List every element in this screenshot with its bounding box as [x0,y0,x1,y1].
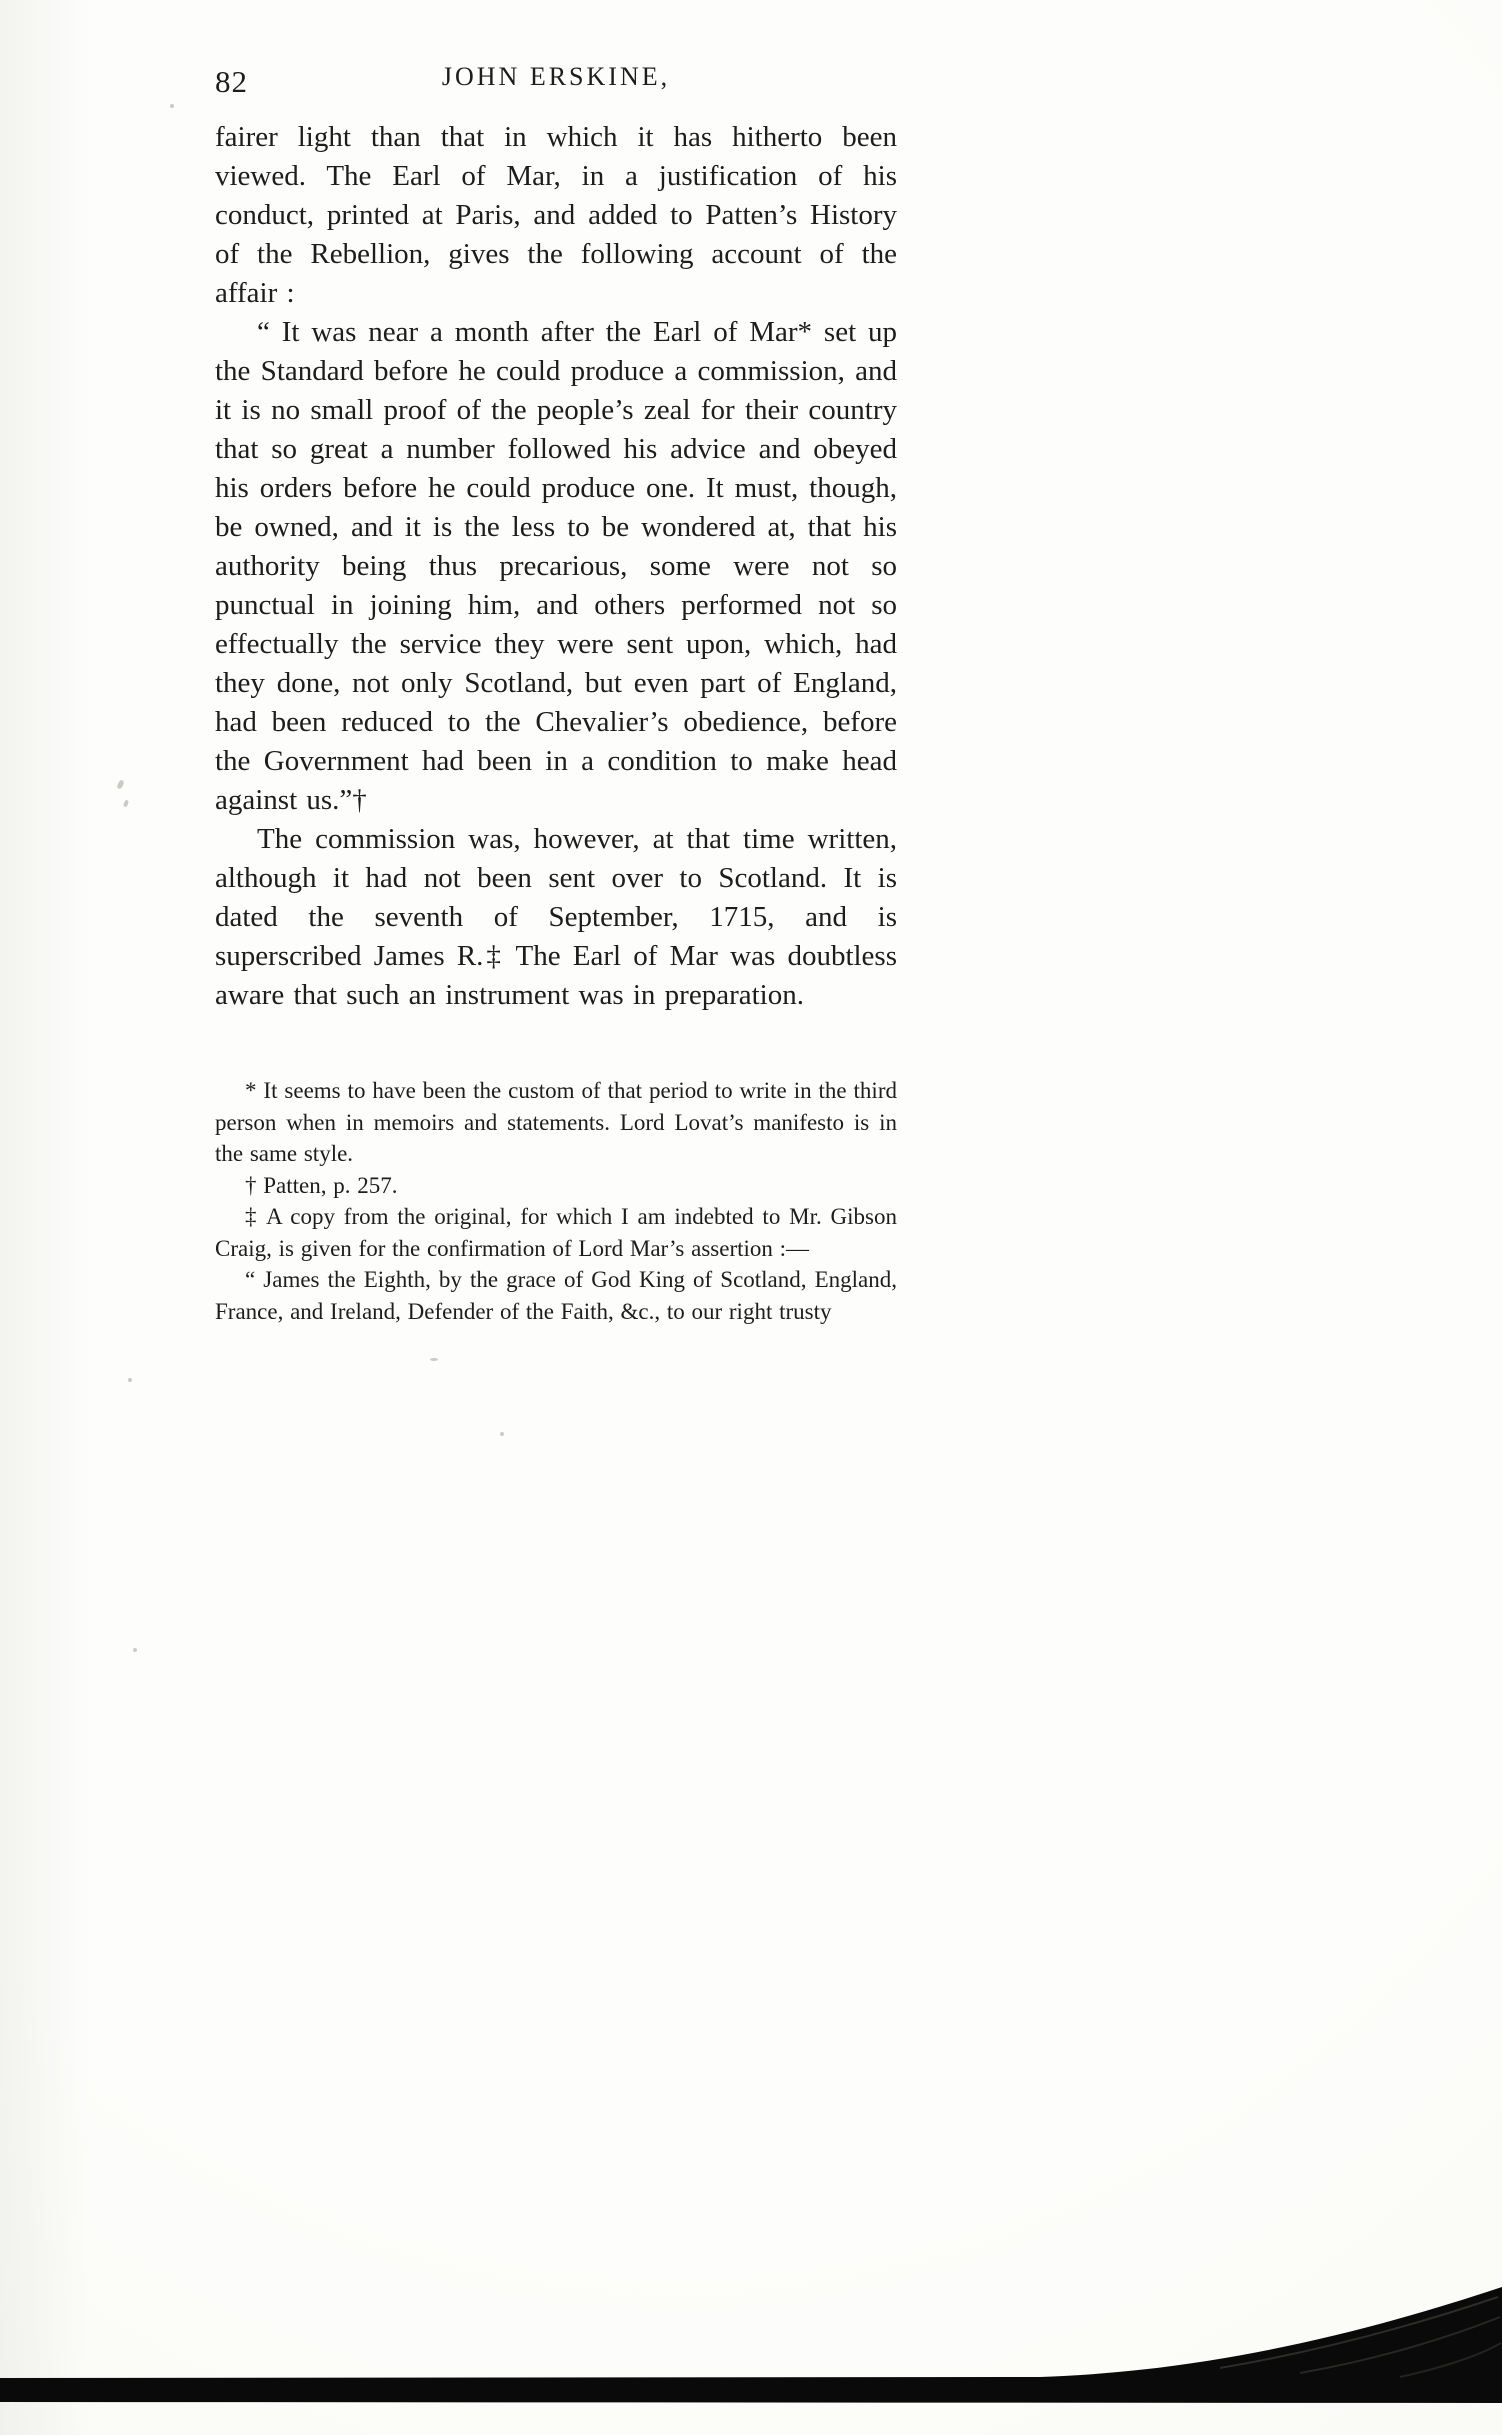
paragraph: The commission was, however, at that time written, although it had not been sent over to Scotland. It is dated the seventh of September, 1715, and is superscribed James R.‡ The Earl of Mar was doubtless aware that such an instrument was in preparation. [215,823,897,1011]
footnotes-section [215,1075,897,1327]
footnote-quotation: “ James the Eighth, by the grace of God King of Scotland, England, France, and Ireland, Defender of the Faith, &c., to our right trusty [215,1267,897,1324]
scan-speck [116,779,124,789]
paragraph: fairer light than that in which it has hitherto been viewed. The Earl of Mar, in a justification of his conduct, printed at Paris, and added to Patten’s History of the Rebellion, gives the following account of the affair : [215,121,897,309]
scan-speck [500,1432,504,1436]
running-header: JOHN ERSKINE, [441,62,671,91]
paragraph: “ It was near a month after the Earl of Mar* set up the Standard before he could produce a commission, and it is no small proof of the people’s zeal for their country that so great a number followed his advice and obeyed his orders before he could produce one. It must, though, be owned, and it is the less to be wondered at, that his authority being thus precarious, some were not so punctual in joining him, and others performed not so effectually the service they were sent upon, which, had they done, not only Scotland, but even part of England, had been reduced to the Chevalier’s obedience, before the Government had been in a condition to make head against us.”† [215,316,897,816]
scan-gutter-shading [0,0,90,2435]
scan-speck [170,104,174,108]
scan-speck [128,1378,132,1382]
footnote-asterisk: * It seems to have been the custom of that period to write in the third person when in memoirs and statements. Lord Lovat’s manifesto is in the same style. [215,1078,897,1166]
scan-shadow-artifact [0,2265,1502,2435]
body-text-block [215,118,897,1327]
page-header [215,62,897,99]
footnote-double-dagger: ‡ A copy from the original, for which I am indebted to Mr. Gibson Craig, is given for the confirmation of Lord Mar’s assertion :— [215,1204,897,1261]
scan-speck [430,1358,438,1361]
footnote-dagger: † Patten, p. 257. [245,1172,398,1198]
scan-speck [123,800,129,808]
scan-speck [133,1648,137,1652]
page-number: 82 [215,64,248,99]
